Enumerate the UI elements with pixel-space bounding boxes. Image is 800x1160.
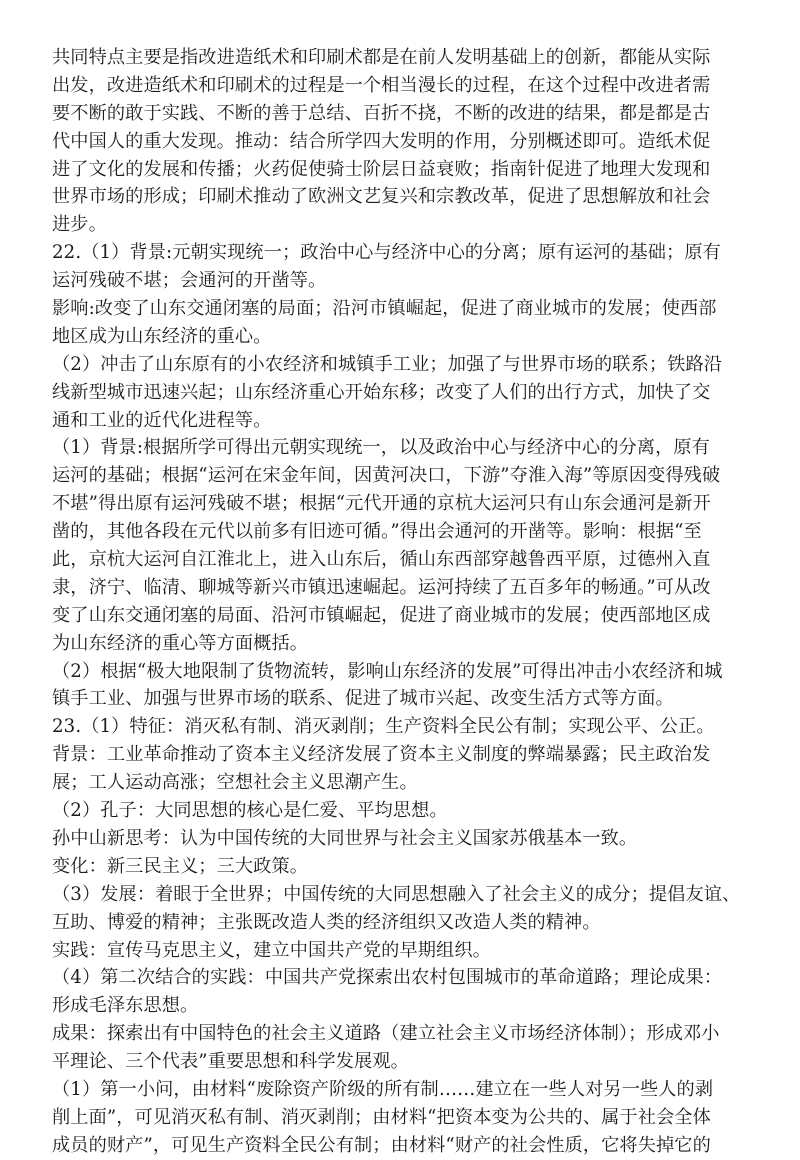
text-line: 展；工人运动高涨；空想社会主义思潮产生。 (52, 772, 418, 794)
text-line: 为山东经济的重心等方面概括。 (52, 632, 309, 654)
text-line: 影响:改变了山东交通闭塞的局面；沿河市镇崛起，促进了商业城市的发展；使西部 (52, 298, 717, 320)
text-line: 实践：宣传马克思主义，建立中国共产党的早期组织。 (52, 939, 491, 961)
text-line: 背景：工业革命推动了资本主义经济发展了资本主义制度的弊端暴露；民主政治发 (52, 744, 711, 766)
text-line: 不堪”得出原有运河残破不堪；根据“元代开通的京杭大运河只有山东会通河是新开 (52, 493, 711, 515)
text-line: 进步。 (52, 214, 107, 236)
text-line: （1）背景:根据所学可得出元朝实现统一，以及政治中心与经济中心的分离，原有 (52, 437, 710, 459)
text-line: 共同特点主要是指改进造纸术和印刷术都是在前人发明基础上的创新，都能从实际 (52, 47, 711, 68)
text-line: 运河残破不堪；会通河的开凿等。 (52, 270, 327, 292)
text-line: 进了文化的发展和传播；火药促使骑士阶层日益衰败；指南针促进了地理大发现和 (52, 158, 711, 180)
text-line: 要不断的敢于实践、不断的善于总结、百折不挠，不断的改进的结果，都是都是古 (52, 102, 711, 124)
text-line: （1）第一小问，由材料“废除资产阶级的所有制……建立在一些人对另一些人的剥 (52, 1078, 714, 1100)
text-line: 23.（1）特征：消灭私有制、消灭剥削；生产资料全民公有制；实现公平、公正。 (52, 716, 715, 738)
text-line: 通和工业的近代化进程等。 (52, 409, 272, 431)
text-line: （3）发展：着眼于全世界；中国传统的大同思想融入了社会主义的成分；提倡友谊、 (52, 883, 741, 905)
text-line: 成果：探索出有中国特色的社会主义道路（建立社会主义市场经济体制）；形成邓小 (52, 1023, 720, 1045)
text-line: （4）第二次结合的实践：中国共产党探索出农村包围城市的革命道路；理论成果： (52, 967, 723, 989)
text-line: 世界市场的形成；印刷术推动了欧洲文艺复兴和宗教改革，促进了思想解放和社会 (52, 186, 711, 208)
text-line: 22.（1）背景:元朝实现统一；政治中心与经济中心的分离；原有运河的基础；原有 (52, 242, 721, 264)
text-line: 地区成为山东经济的重心。 (52, 325, 272, 347)
text-line: 成员的财产”，可见生产资料全民公有制；由材料“财产的社会性质，它将失掉它的 (52, 1134, 711, 1156)
text-line: 变了山东交通闭塞的局面、沿河市镇崛起，促进了商业城市的发展；使西部地区成 (52, 604, 711, 626)
text-line: 形成毛泽东思想。 (52, 995, 199, 1017)
text-line: （2）孔子：大同思想的核心是仁爱、平均思想。 (52, 800, 448, 822)
text-line: （2）冲击了山东原有的小农经济和城镇手工业；加强了与世界市场的联系；铁路沿 (52, 353, 723, 375)
text-line: 镇手工业、加强与世界市场的联系、促进了城市兴起、改变生活方式等方面。 (52, 688, 674, 710)
text-line: 凿的，其他各段在元代以前多有旧迹可循。”得出会通河的开凿等。影响：根据“至 (52, 521, 702, 543)
text-line: 此，京杭大运河自江淮北上，进入山东后，循山东西部穿越鲁西平原，过德州入直 (52, 549, 711, 571)
text-line: 代中国人的重大发现。推动：结合所学四大发明的作用，分别概述即可。造纸术促 (52, 130, 711, 152)
document-page (52, 44, 752, 1160)
text-line: 变化：新三民主义；三大政策。 (52, 855, 309, 877)
text-line: 运河的基础；根据“运河在宋金年间，因黄河决口，下游”夺淮入海”等原因变得残破 (52, 465, 721, 487)
text-line: 出发，改进造纸术和印刷术的过程是一个相当漫长的过程，在这个过程中改进者需 (52, 74, 711, 96)
text-line: （2）根据“极大地限制了货物流转，影响山东经济的发展”可得出冲击小农经济和城 (52, 660, 723, 682)
text-line: 平理论、三个代表”重要思想和科学发展观。 (52, 1051, 409, 1073)
text-line: 互助、博爱的精神；主张既改造人类的经济组织又改造人类的精神。 (52, 911, 601, 933)
text-line: 削上面”，可见消灭私有制、消灭剥削；由材料“把资本变为公共的、属于社会全体 (52, 1106, 711, 1128)
text-line: 孙中山新思考：认为中国传统的大同世界与社会主义国家苏俄基本一致。 (52, 827, 638, 849)
text-line: 线新型城市迅速兴起；山东经济重心开始东移；改变了人们的出行方式，加快了交 (52, 381, 711, 403)
text-line: 隶，济宁、临清、聊城等新兴市镇迅速崛起。运河持续了五百多年的畅通。”可从改 (52, 576, 711, 598)
